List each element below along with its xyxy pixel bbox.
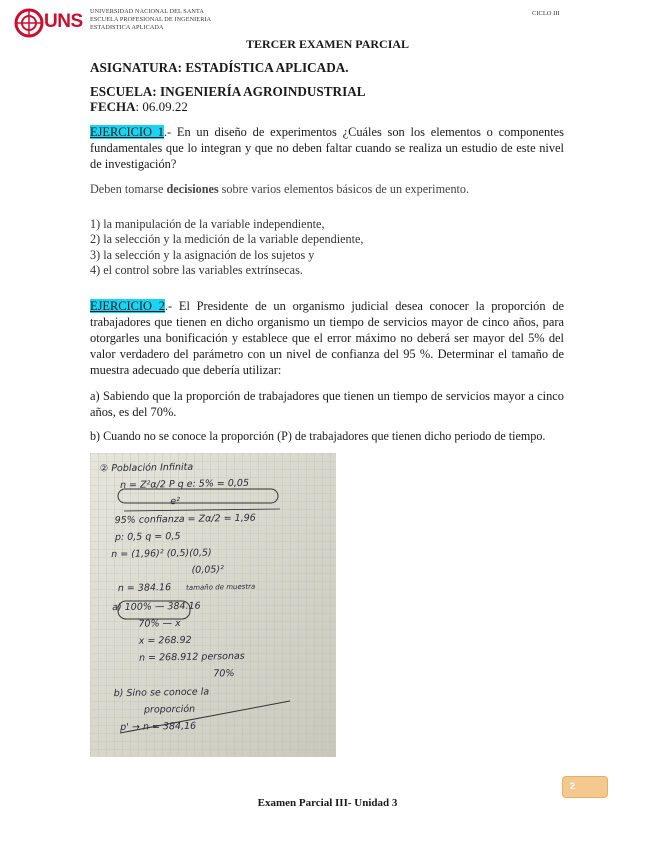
note-result: n = 384.16 [117, 582, 172, 595]
exercise-2-label: EJERCICIO 2 [90, 299, 165, 313]
exercise-2-question [90, 298, 564, 378]
course-name: ESTADISTICA APLICADA [90, 24, 164, 31]
page-number-badge [562, 776, 608, 798]
note-line: 70% [213, 668, 235, 680]
logo-text: UNS [44, 11, 83, 32]
note-annotation: tamaño de muestra [186, 583, 256, 593]
answer-bold: decisiones [166, 182, 219, 196]
note-line: n = 268.912 personas [138, 651, 245, 664]
handwritten-notes-photo [90, 453, 336, 757]
exercise-1-label: EJERCICIO 1 [90, 125, 164, 139]
note-line: ② Población Infinita [99, 461, 194, 475]
university-name: UNIVERSIDAD NACIONAL DEL SANTA [90, 8, 204, 15]
exercise-2-text: .- El Presidente de un organismo judicial desea conocer la proporción de trabajadores que tienen en dicho organismo un tiempo de servicios mayor de cinco años, para otorgarles una bonificación y establece que el error máximo no deberá ser mayor del 5% del valor verdadero del parámetro con un nivel de confianza del 95 %. Determinar el tamaño de muestra adecuado que debería utilizar: [90, 299, 565, 377]
exercise-2-part-b: b) Cuando no se conoce la proporción (P) de trabajadores que tienen dicho periodo de tiempo. [90, 429, 546, 443]
answer-text: Deben tomarse [90, 182, 167, 196]
note-line: b) Sino se conoce la [113, 686, 210, 699]
list-item: 1) la manipulación de la variable independiente, [90, 217, 325, 231]
note-line: n = (1,96)² (0,5)(0,5) [111, 547, 212, 561]
exercise-1-question [90, 124, 564, 172]
note-line: n = Z²α/2 P q e: 5% = 0,05 [119, 477, 250, 492]
exercise-2-part-a: a) Sabiendo que la proporción de trabajadores que tienen un tiempo de servicios mayor a cinco años, es del 70%. [90, 389, 564, 419]
note-line: p' → n = 384,16 [120, 720, 197, 734]
list-item: 3) la selección y la asignación de los sujetos y [90, 247, 315, 262]
page-number: 2 [570, 781, 576, 791]
answer-text-end: sobre varios elementos básicos de un experimento. [218, 182, 470, 196]
fecha-value: : 06.09.22 [135, 99, 188, 114]
note-line: proporción [143, 703, 196, 716]
page-footer: Examen Parcial III- Unidad 3 [257, 797, 398, 809]
university-logo [14, 6, 86, 40]
fecha-label: FECHA [90, 99, 136, 114]
note-line: e² [170, 496, 181, 508]
exercise-1-list [90, 217, 363, 279]
note-line: (0,05)² [191, 564, 225, 577]
school-name: ESCUELA PROFESIONAL DE INGENIERIA [90, 16, 212, 23]
note-line: a) 100% — 384.16 [112, 600, 201, 613]
list-item: 4) el control sobre las variables extrínsecas. [90, 263, 303, 278]
note-line: 95% confianza = Zα/2 = 1,96 [114, 512, 256, 526]
escuela-line: ESCUELA: INGENIERÍA AGROINDUSTRIAL [90, 84, 366, 99]
asignatura-line: ASIGNATURA: ESTADÍSTICA APLICADA. [90, 60, 349, 75]
exercise-1-text: .- En un diseño de experimentos ¿Cuáles son los elementos o componentes fundamentales que lo integran y que no deben faltar cuando se realiza un estudio de este nivel de investigación? [90, 125, 565, 171]
cycle-label: CICLO III [532, 10, 560, 17]
note-line: 70% — x [138, 617, 181, 630]
university-header [90, 8, 211, 32]
exam-title: TERCER EXAMEN PARCIAL [245, 37, 410, 51]
list-item: 2) la selección y la medición de la variable dependiente, [90, 232, 364, 247]
note-line [102, 578, 257, 599]
exercise-1-answer [90, 181, 564, 197]
note-line: x = 268.92 [138, 634, 192, 647]
fecha-line [90, 99, 188, 115]
note-line: p: 0,5 q = 0,5 [114, 530, 181, 543]
